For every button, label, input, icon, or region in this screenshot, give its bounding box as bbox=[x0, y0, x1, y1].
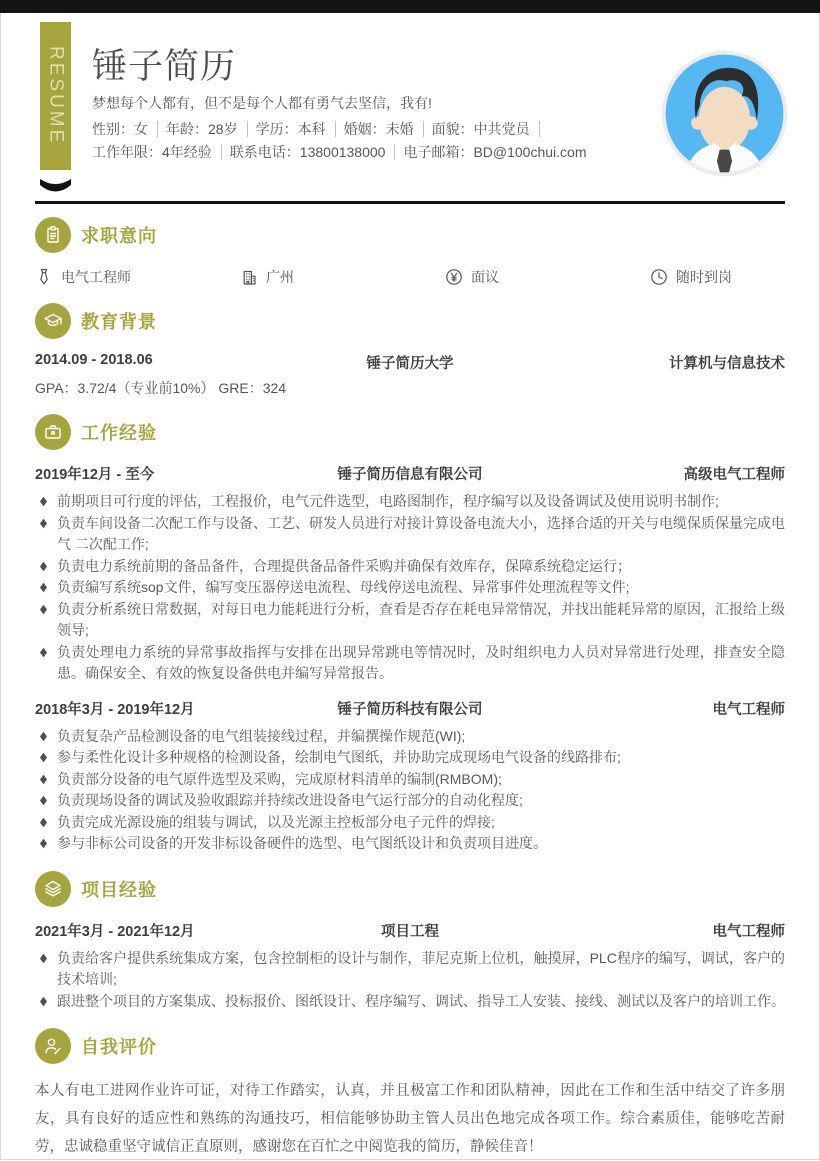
section-title: 求职意向 bbox=[81, 226, 157, 246]
bullet-item: 负责处理电力系统的异常事故指挥与安排在出现异常跳电等情况时，及时组织电力人员对异常进行处理，排查安全隐患。确保安全、有效的恢复设备供电并编写异常报告。 bbox=[35, 642, 785, 685]
personal-info bbox=[92, 118, 632, 164]
info-gender: 性别：女 bbox=[92, 121, 158, 137]
person-edit-icon bbox=[35, 1028, 71, 1064]
info-line-2 bbox=[92, 141, 632, 164]
info-age: 年龄：28岁 bbox=[166, 121, 248, 137]
bullet-item: 负责部分设备的电气原件选型及采购，完成原材料清单的编制(RMBOM); bbox=[35, 769, 785, 791]
edu-detail: GPA：3.72/4（专业前10%） GRE：324 bbox=[35, 380, 287, 396]
section-project-header bbox=[35, 871, 785, 907]
edu-period: 2014.09 - 2018.06 bbox=[35, 352, 153, 368]
job-role: 电气工程师 bbox=[712, 701, 785, 718]
graduation-cap-icon bbox=[35, 303, 71, 339]
ribbon-label: RESUME bbox=[45, 46, 67, 146]
intent-label: 电气工程师 bbox=[61, 269, 131, 285]
section-title: 工作经验 bbox=[81, 423, 157, 443]
intent-city bbox=[240, 267, 445, 287]
bullet-item: 负责复杂产品检测设备的电气组装接线过程，并编撰操作规范(WI); bbox=[35, 726, 785, 748]
resume-header bbox=[0, 13, 820, 201]
top-bar bbox=[0, 0, 820, 13]
clipboard-icon bbox=[35, 217, 71, 253]
edu-school: 锤子简历大学 bbox=[366, 356, 454, 372]
resume-ribbon bbox=[40, 22, 71, 170]
resume-body bbox=[35, 204, 785, 1161]
intent-position bbox=[35, 267, 240, 287]
bullet-item: 负责现场设备的调试及验收跟踪并持续改进设备电气运行部分的自动化程度; bbox=[35, 790, 785, 812]
briefcase-icon bbox=[35, 414, 71, 450]
bullet-item: 参与非标公司设备的开发非标设备硬件的选型、电气图纸设计和负责项目进度。 bbox=[35, 833, 785, 855]
intent-label: 面议 bbox=[471, 269, 499, 285]
bullet-item: 前期项目可行度的评估，工程报价，电气元件选型，电路图制作，程序编写以及设备调试及使用说明书制作; bbox=[35, 491, 785, 513]
building-icon bbox=[240, 268, 258, 286]
candidate-name: 锤子简历 bbox=[92, 47, 237, 86]
job-bullets bbox=[35, 491, 785, 685]
project-period: 2021年3月 - 2021年12月 bbox=[35, 923, 195, 940]
project-bullets bbox=[35, 948, 785, 1013]
info-marriage: 婚姻：未婚 bbox=[344, 121, 424, 137]
bullet-item: 跟进整个项目的方案集成、投标报价、图纸设计、程序编写、调试、指导工人安装、接线、测试以及客户的培训工作。 bbox=[35, 991, 785, 1013]
job-company: 锤子简历信息有限公司 bbox=[337, 467, 483, 483]
info-phone: 联系电话：13800138000 bbox=[230, 144, 396, 160]
bullet-item: 负责给客户提供系统集成方案，包含控制柜的设计与制作，菲尼克斯上位机，触摸屏，PLC程序的编写，调试，客户的技术培训; bbox=[35, 948, 785, 991]
intention-row bbox=[35, 267, 785, 287]
info-experience: 工作年限：4年经验 bbox=[92, 144, 222, 160]
bullet-item: 负责车间设备二次配工作与设备、工艺、研发人员进行对接计算设备电流大小，选择合适的开关与电缆保质保量完成电气 二次配工作; bbox=[35, 513, 785, 556]
layers-icon bbox=[35, 871, 71, 907]
section-education-header bbox=[35, 303, 785, 339]
work-row bbox=[35, 698, 785, 719]
project-role: 电气工程师 bbox=[712, 923, 785, 940]
yen-icon bbox=[445, 268, 463, 286]
info-political: 面貌：中共党员 bbox=[432, 121, 540, 137]
intent-availability bbox=[650, 267, 732, 287]
ribbon-tail-shape bbox=[40, 176, 71, 198]
bullet-item: 参与柔性化设计多种规格的检测设备，绘制电气图纸，并协助完成现场电气设备的线路排布; bbox=[35, 747, 785, 769]
bullet-item: 负责编写系统sop文件，编写变压器停送电流程、母线停送电流程、异常事件处理流程等文件; bbox=[35, 577, 785, 599]
section-work-header bbox=[35, 414, 785, 450]
bullet-item: 负责电力系统前期的备品备件，合理提供备品备件采购并确保有效库存，保障系统稳定运行； bbox=[35, 556, 785, 578]
slogan-text: 梦想每个人都有，但不是每个人都有勇气去坚信，我有! bbox=[92, 95, 432, 111]
bullet-item: 负责完成光源设施的组装与调试，以及光源主控板部分电子元件的焊接; bbox=[35, 812, 785, 834]
section-evaluation-header bbox=[35, 1028, 785, 1064]
section-title: 自我评价 bbox=[81, 1037, 157, 1057]
avatar bbox=[658, 47, 791, 180]
job-role: 高级电气工程师 bbox=[683, 467, 785, 483]
bullet-item: 负责分析系统日常数据，对每日电力能耗进行分析，查看是否存在耗电异常情况，并找出能耗异常的原因，汇报给上级领导; bbox=[35, 599, 785, 642]
work-row bbox=[35, 463, 785, 484]
section-intention-header bbox=[35, 217, 785, 253]
section-title: 项目经验 bbox=[81, 879, 157, 900]
evaluation-text: 本人有电工进网作业许可证，对待工作踏实，认真，并且极富工作和团队精神，因此在工作和生活中结交了许多朋友，具有良好的适应性和熟练的沟通技巧，相信能够协助主管人员出色地完成各项工作。综合素质佳，能够吃苦耐劳，忠诚稳重坚守诚信正直原则，感谢您在百忙之中阅览我的简历，静候佳音！ bbox=[35, 1083, 785, 1155]
job-period: 2018年3月 - 2019年12月 bbox=[35, 701, 195, 718]
intent-label: 广州 bbox=[266, 269, 294, 285]
education-row bbox=[35, 352, 785, 373]
job-period: 2019年12月 - 至今 bbox=[35, 467, 155, 483]
info-line-1 bbox=[92, 118, 632, 141]
edu-major: 计算机与信息技术 bbox=[669, 356, 785, 372]
intent-label: 随时到岗 bbox=[676, 269, 732, 285]
job-company: 锤子简历科技有限公司 bbox=[337, 701, 483, 718]
clock-icon bbox=[650, 268, 668, 286]
info-email: 电子邮箱：BD@100chui.com bbox=[403, 144, 587, 160]
project-name: 项目工程 bbox=[381, 923, 439, 940]
necktie-icon bbox=[35, 268, 53, 286]
section-title: 教育背景 bbox=[81, 312, 157, 332]
project-row bbox=[35, 920, 785, 941]
info-degree: 学历：本科 bbox=[256, 121, 336, 137]
intent-salary bbox=[445, 267, 650, 287]
job-bullets bbox=[35, 726, 785, 855]
